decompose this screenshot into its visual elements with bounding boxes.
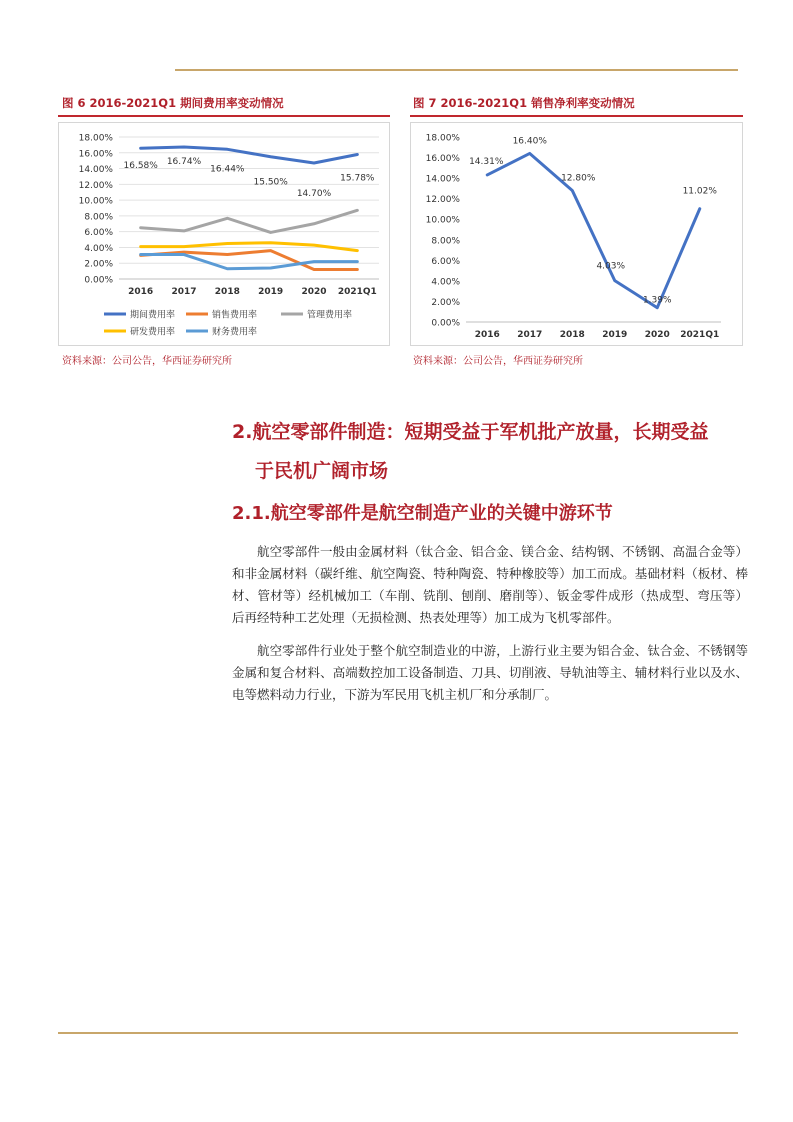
x-tick-label: 2018 xyxy=(559,330,585,340)
figure-7-source: 资料来源：公司公告，华西证券研究所 xyxy=(413,356,583,367)
y-tick-label: 8.00% xyxy=(84,212,113,223)
data-label: 16.40% xyxy=(512,136,547,147)
data-label: 4.03% xyxy=(596,261,626,272)
legend-label: 管理费用率 xyxy=(307,310,353,321)
series-line-3 xyxy=(141,210,358,232)
legend-label: 研发费用率 xyxy=(130,327,176,338)
paragraph-1: 航空零部件一般由金属材料（钛合金、铝合金、镁合金、结构钢、不锈钢、高温合金等）和非金属材料（碳纤维、航空陶瓷、特种陶瓷、特种橡胶等）加工而成。基础材料（板材、棒材、管材等）经机械加工（车削、铣削、刨削、磨削等）、钣金零件成形（热成型、弯压等）后再经特种工艺处理（无损检测、热表处理等）加工成为飞机零部件。 xyxy=(232,544,748,625)
y-tick-label: 4.00% xyxy=(431,277,460,288)
section-2-heading-line1: 2.航空零部件制造：短期受益于军机批产放量，长期受益 xyxy=(232,421,709,443)
x-tick-label: 2019 xyxy=(258,287,284,297)
series-line-4 xyxy=(141,243,358,251)
legend-label: 销售费用率 xyxy=(212,310,258,321)
figure-6-title-underline xyxy=(58,115,390,117)
y-tick-label: 16.00% xyxy=(78,149,113,160)
figure-7-title-underline xyxy=(410,115,743,117)
y-tick-label: 14.00% xyxy=(425,174,460,185)
figure-6-title: 图 6 2016-2021Q1 期间费用率变动情况 xyxy=(62,96,284,110)
data-label: 16.44% xyxy=(210,164,245,175)
data-label: 15.78% xyxy=(340,173,375,184)
y-tick-label: 10.00% xyxy=(78,196,113,207)
data-label: 16.74% xyxy=(166,156,202,167)
data-label: 1.39% xyxy=(642,295,672,306)
x-tick-label: 2018 xyxy=(214,287,240,297)
y-tick-label: 0.00% xyxy=(431,318,460,329)
footer-rule xyxy=(58,1032,738,1034)
figure-6-svg xyxy=(59,123,389,345)
y-tick-label: 16.00% xyxy=(425,154,460,165)
x-tick-label: 2016 xyxy=(128,287,154,297)
y-tick-label: 4.00% xyxy=(84,243,113,254)
y-tick-label: 6.00% xyxy=(84,228,113,239)
y-tick-label: 12.00% xyxy=(425,195,460,206)
data-label: 14.31% xyxy=(469,156,504,167)
figure-7-chart xyxy=(410,122,743,346)
figure-6-source: 资料来源：公司公告，华西证券研究所 xyxy=(62,356,232,367)
x-tick-label: 2019 xyxy=(602,330,628,340)
paragraph-2: 航空零部件行业处于整个航空制造业的中游，上游行业主要为铝合金、钛合金、不锈钢等金属和复合材料、高端数控加工设备制造、刀具、切削液、导轨油等主、辅材料行业以及水、电等燃料动力行业，下游为军民用飞机主机厂和分承制厂。 xyxy=(232,643,748,702)
series-line-5 xyxy=(141,255,358,269)
y-tick-label: 2.00% xyxy=(84,259,113,270)
figure-6-chart xyxy=(58,122,390,346)
y-tick-label: 10.00% xyxy=(425,215,460,226)
data-label: 16.58% xyxy=(123,161,158,172)
figure-7-svg xyxy=(411,123,742,345)
y-tick-label: 12.00% xyxy=(78,180,113,191)
legend-label: 财务费用率 xyxy=(212,327,258,338)
legend-label: 期间费用率 xyxy=(130,310,176,321)
data-label: 12.80% xyxy=(561,173,596,184)
x-tick-label: 2017 xyxy=(517,330,543,340)
x-tick-label: 2020 xyxy=(644,330,670,340)
y-tick-label: 14.00% xyxy=(78,165,113,176)
y-tick-label: 8.00% xyxy=(431,236,460,247)
data-label: 14.70% xyxy=(296,189,332,200)
y-tick-label: 6.00% xyxy=(431,256,460,267)
y-tick-label: 18.00% xyxy=(425,133,460,144)
x-tick-label: 2021Q1 xyxy=(337,287,377,297)
section-2-heading-line2: 于民机广阔市场 xyxy=(255,460,389,482)
y-tick-label: 18.00% xyxy=(78,133,113,144)
y-tick-label: 0.00% xyxy=(84,275,113,286)
section-2-1-heading: 2.1.航空零部件是航空制造产业的关键中游环节 xyxy=(232,503,613,524)
x-tick-label: 2016 xyxy=(474,330,500,340)
header-rule xyxy=(175,69,738,71)
figure-7-title: 图 7 2016-2021Q1 销售净利率变动情况 xyxy=(413,96,635,110)
x-tick-label: 2017 xyxy=(171,287,197,297)
x-tick-label: 2020 xyxy=(301,287,327,297)
data-label: 11.02% xyxy=(682,186,717,197)
data-label: 15.50% xyxy=(253,177,288,188)
y-tick-label: 2.00% xyxy=(431,297,460,308)
x-tick-label: 2021Q1 xyxy=(680,330,720,340)
